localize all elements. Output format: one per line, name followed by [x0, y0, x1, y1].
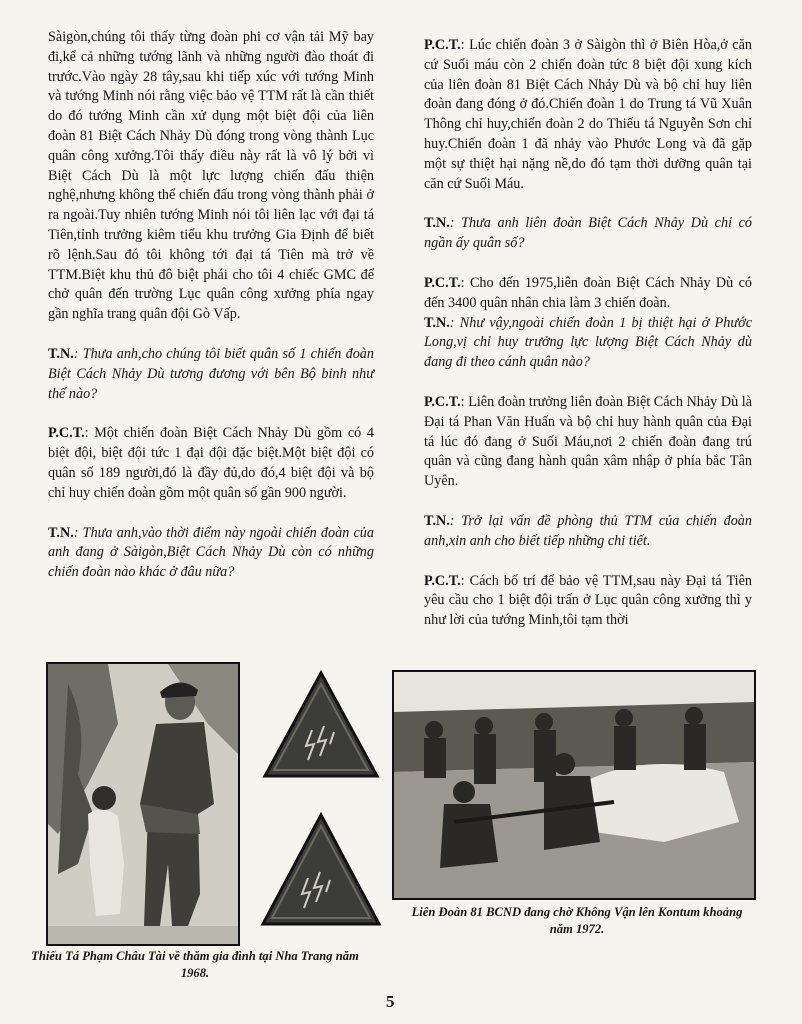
question-4-text: : Như vậy,ngoài chiến đoàn 1 bị thiệt hại ở Phước Long,vị chỉ huy trưởng lực lượng Biệt Cách Nhảy dù đang đi theo cánh quân nào? — [424, 314, 752, 371]
question-1 — [48, 345, 374, 404]
triangle-insignia-icon — [262, 670, 380, 780]
question-5-text: : Trở lại vấn đề phòng thủ TTM của chiến đoàn anh,xin anh cho biết tiếp những chi tiết. — [424, 512, 752, 549]
question-3-text: : Thưa anh liên đoàn Biệt Cách Nhảy Dù chỉ có ngần ấy quân số? — [424, 215, 752, 252]
speaker-pct: P.C.T. — [424, 37, 461, 53]
speaker-pct: P.C.T. — [48, 425, 85, 442]
answer-3 — [424, 274, 752, 314]
answer-3-text: : Cho đến 1975,liên đoàn Biệt Cách Nhảy Dù có đến 3400 quân nhân chia làm 3 chiến đoàn. — [424, 274, 752, 311]
photo-troops-illustration — [394, 672, 754, 898]
photo-troops-waiting — [392, 670, 756, 900]
speaker-tn: T.N. — [424, 512, 450, 529]
speaker-tn: T.N. — [48, 345, 74, 362]
question-1-text: : Thưa anh,cho chúng tôi biết quân số 1 chiến đoàn Biệt Cách Nhảy Dù tương đương với bên Bộ binh như thế nào? — [48, 345, 374, 402]
triangle-insignia-icon — [260, 812, 382, 928]
answer-2-text: : Lúc chiến đoàn 3 ở Sàigòn thì ở Biên Hòa,ở căn cứ Suối máu còn 2 chiến đoàn tức 8 biệt đội xung kích của liên đoàn 81 Biệt Cách Nhảy Dù và bộ chỉ huy liên đoàn đang đóng ở đó.Chiến đoàn 1 do Trung tá Vũ Xuân Thông chỉ huy,chiến đoàn 2 do Thiếu tá Nguyễn Sơn chỉ huy.Chiến đoàn 1 đã nhảy vào Phước Long và đã gặp một sự thiệt hại nặng nề,do đó tạm thời dưỡng quân tại căn cứ Suối Máu. — [424, 37, 752, 192]
answer-1 — [48, 424, 374, 503]
caption-left-photo: Thiếu Tá Phạm Châu Tài về thăm gia đình tại Nha Trang năm 1968. — [31, 949, 359, 980]
answer-2 — [424, 36, 752, 194]
page-number: 5 — [386, 992, 395, 1011]
answer-4 — [424, 393, 752, 492]
speaker-tn: T.N. — [424, 215, 450, 232]
answer-5 — [424, 572, 752, 631]
question-2 — [48, 524, 374, 583]
speaker-pct: P.C.T. — [424, 572, 461, 589]
question-3 — [424, 214, 752, 254]
question-2-text: : Thưa anh,vào thời điểm này ngoài chiến đoàn của anh đang ở Sàigòn,Biệt Cách Nhảy Dù còn có những chiến đoàn nào khác ở đâu nữa? — [48, 524, 374, 581]
caption-right-photo: Liên Đoàn 81 BCND đang chờ Không Vận lên Kontum khoảng năm 1972. — [411, 905, 743, 936]
photo-soldier-illustration — [48, 664, 238, 944]
speaker-tn: T.N. — [424, 314, 450, 331]
photo-soldier-with-child — [46, 662, 240, 946]
speaker-pct: P.C.T. — [424, 274, 461, 291]
question-4 — [424, 314, 752, 373]
answer-4-text: : Liên đoàn trưởng liên đoàn Biệt Cách Nhảy Dù là Đại tá Phan Văn Huấn và bộ chỉ huy hành quân của Đại tá lúc đó đang ở Suối Máu,nơi 2 chiến đoàn đang trú quân và cũng đang hành quân xâm nhập ở phía bắc Tân Uyên. — [424, 393, 752, 490]
left-column — [48, 28, 374, 603]
answer-5-text: : Cách bố trí để bảo vệ TTM,sau này Đại tá Tiên yêu cầu cho 1 biệt đội trấn ở Lục quân công xưởng thì y như lời của tướng Minh,tôi tạm thời — [424, 572, 752, 629]
speaker-pct: P.C.T. — [424, 393, 461, 410]
speaker-tn: T.N. — [48, 524, 74, 541]
question-5 — [424, 512, 752, 552]
answer-1-text: : Một chiến đoàn Biệt Cách Nhảy Dù gồm có 4 biệt đội, biệt đội tức 1 đại đội đặc biệt.Một biệt đội có quân số 189 người,đó là đầy đủ,do đó,4 biệt đội và bộ chỉ huy chiến đoàn gồm một quân số gần 900 người. — [48, 425, 374, 501]
paragraph-intro: Sàigòn,chúng tôi thấy từng đoàn phi cơ vận tải Mỹ bay đi,kể cả những tướng lãnh và những người đào thoát đi trước.Vào ngày 28 tây,sau khi tiếp xúc với tướng Minh và tướng Minh nói rằng việc bảo vệ TTM rất là cần thiết do đó tướng Minh cần xử dụng một biệt đội của liên đoàn 81 Biệt Cách Nhảy Dù đóng trong vòng thành Lục quân công xưởng.Tôi thấy điều này rất là vô lý bởi vì Biệt Cách Dù là một lực lượng chiến đấu thiện nghệ,nhưng không thể chiến đấu trong vòng thành phải ở ra ngoài.Tuy nhiên tướng Minh nói tôi liên lạc với đại tá Tiên,tỉnh trưởng kiêm tiểu khu trưởng Gia Định để biết rõ lệnh.Sau đó tôi không tới đại tá Tiên mà trở về TTM.Biệt khu thủ đô biệt phái cho tôi 4 chiếc GMC để chở quân đến trường Lục quân công xưởng phía ngay gần nghĩa trang quân đội Gò Vấp. — [48, 29, 374, 323]
right-column — [424, 36, 752, 651]
